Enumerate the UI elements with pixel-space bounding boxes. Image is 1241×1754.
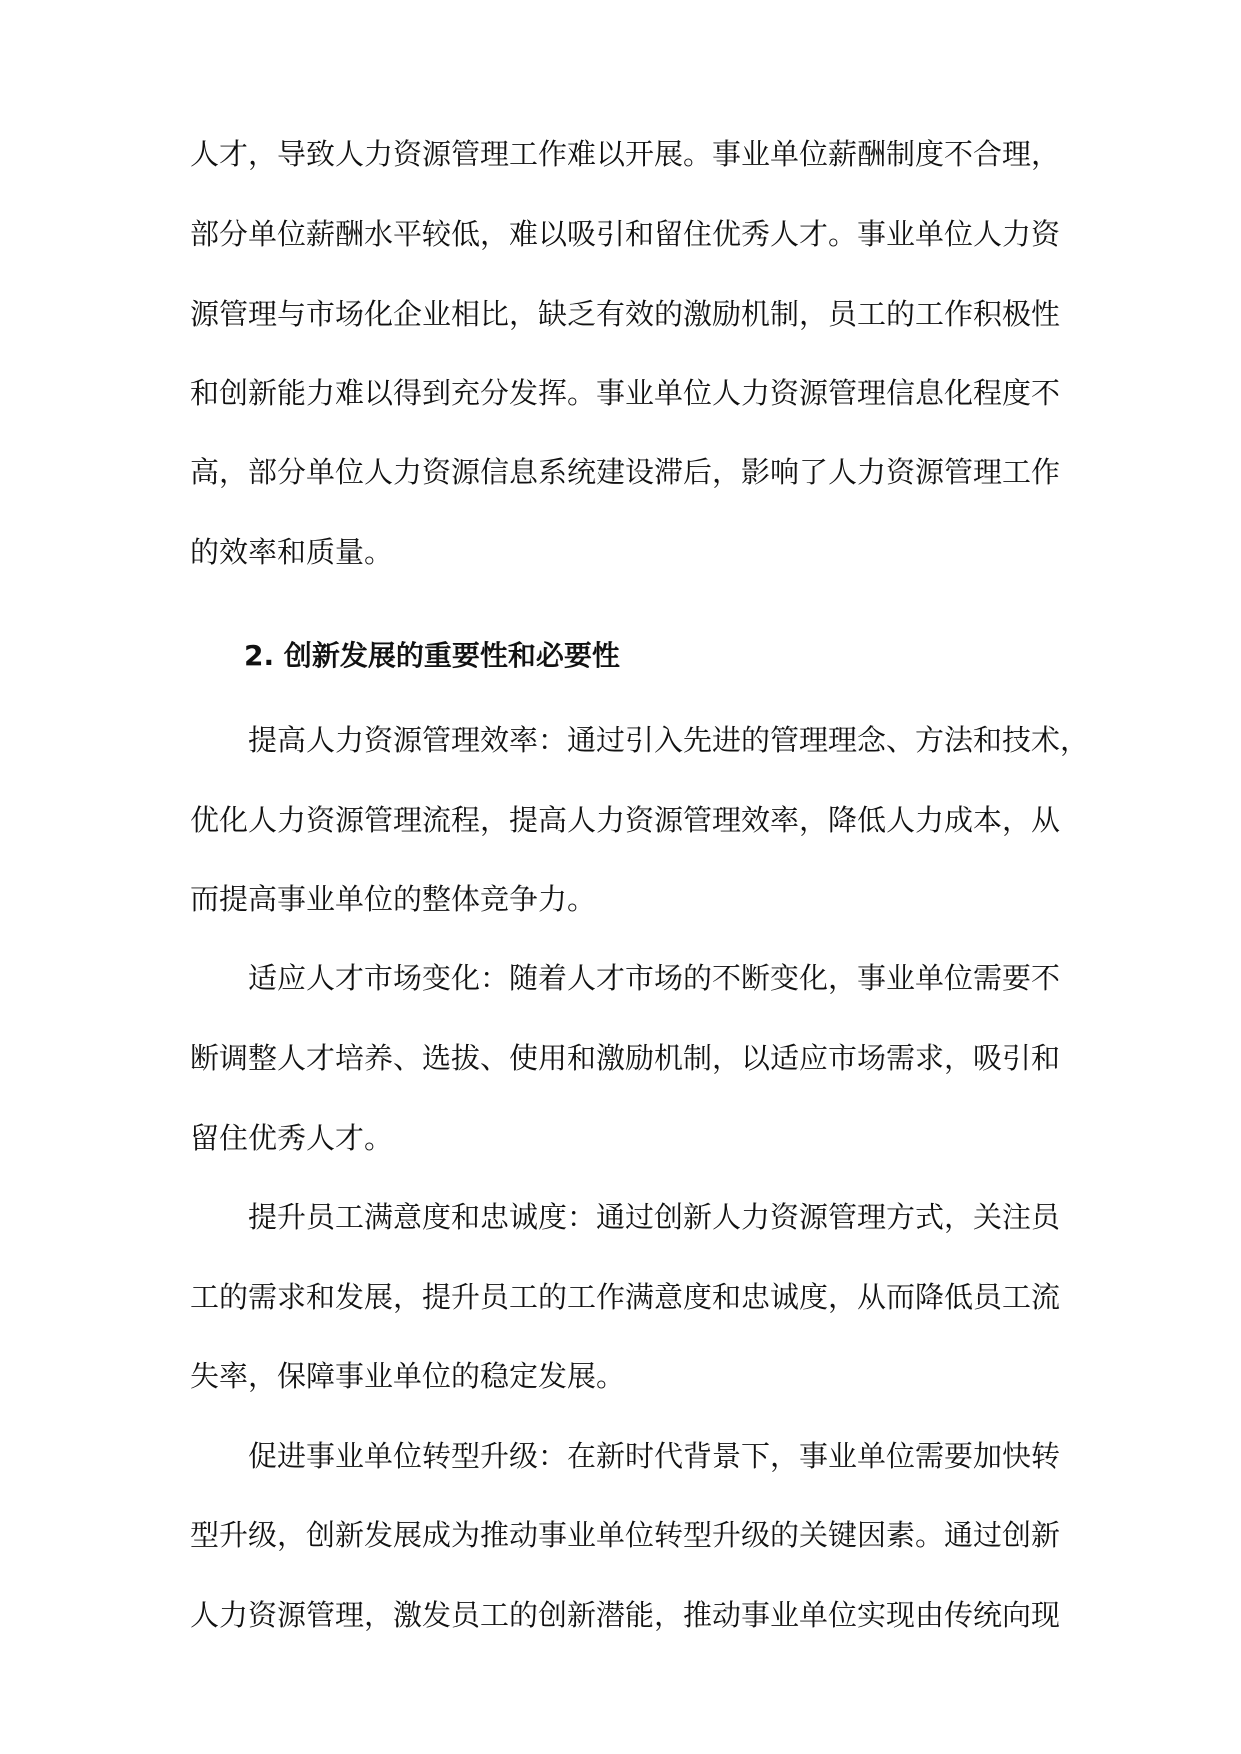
paragraph-line: 人才，导致人力资源管理工作难以开展。事业单位薪酬制度不合理， [190,137,1061,171]
paragraph-line: 人力资源管理，激发员工的创新潜能，推动事业单位实现由传统向现 [190,1598,1061,1632]
paragraph-line: 留住优秀人才。 [190,1121,394,1155]
paragraph-line: 部分单位薪酬水平较低，难以吸引和留住优秀人才。事业单位人力资 [190,217,1061,251]
paragraph-line: 源管理与市场化企业相比，缺乏有效的激励机制，员工的工作积极性 [190,297,1061,331]
paragraph-line: 适应人才市场变化：随着人才市场的不断变化，事业单位需要不 [248,961,1061,995]
paragraph-line: 促进事业单位转型升级：在新时代背景下，事业单位需要加快转 [248,1439,1061,1473]
section-heading: 2. 创新发展的重要性和必要性 [244,639,620,672]
paragraph-line: 优化人力资源管理流程，提高人力资源管理效率，降低人力成本，从 [190,803,1061,837]
paragraph-line: 失率，保障事业单位的稳定发展。 [190,1359,626,1393]
paragraph-line: 的效率和质量。 [190,535,394,569]
paragraph-line: 和创新能力难以得到充分发挥。事业单位人力资源管理信息化程度不 [190,376,1061,410]
paragraph-line: 提高人力资源管理效率：通过引入先进的管理理念、方法和技术， [248,723,1090,757]
paragraph-line: 高，部分单位人力资源信息系统建设滞后，影响了人力资源管理工作 [190,455,1061,489]
paragraph-line: 型升级，创新发展成为推动事业单位转型升级的关键因素。通过创新 [190,1518,1061,1552]
paragraph-line: 断调整人才培养、选拔、使用和激励机制，以适应市场需求，吸引和 [190,1041,1061,1075]
paragraph-line: 提升员工满意度和忠诚度：通过创新人力资源管理方式，关注员 [248,1200,1061,1234]
paragraph-line: 工的需求和发展，提升员工的工作满意度和忠诚度，从而降低员工流 [190,1280,1061,1314]
paragraph-line: 而提高事业单位的整体竞争力。 [190,882,597,916]
